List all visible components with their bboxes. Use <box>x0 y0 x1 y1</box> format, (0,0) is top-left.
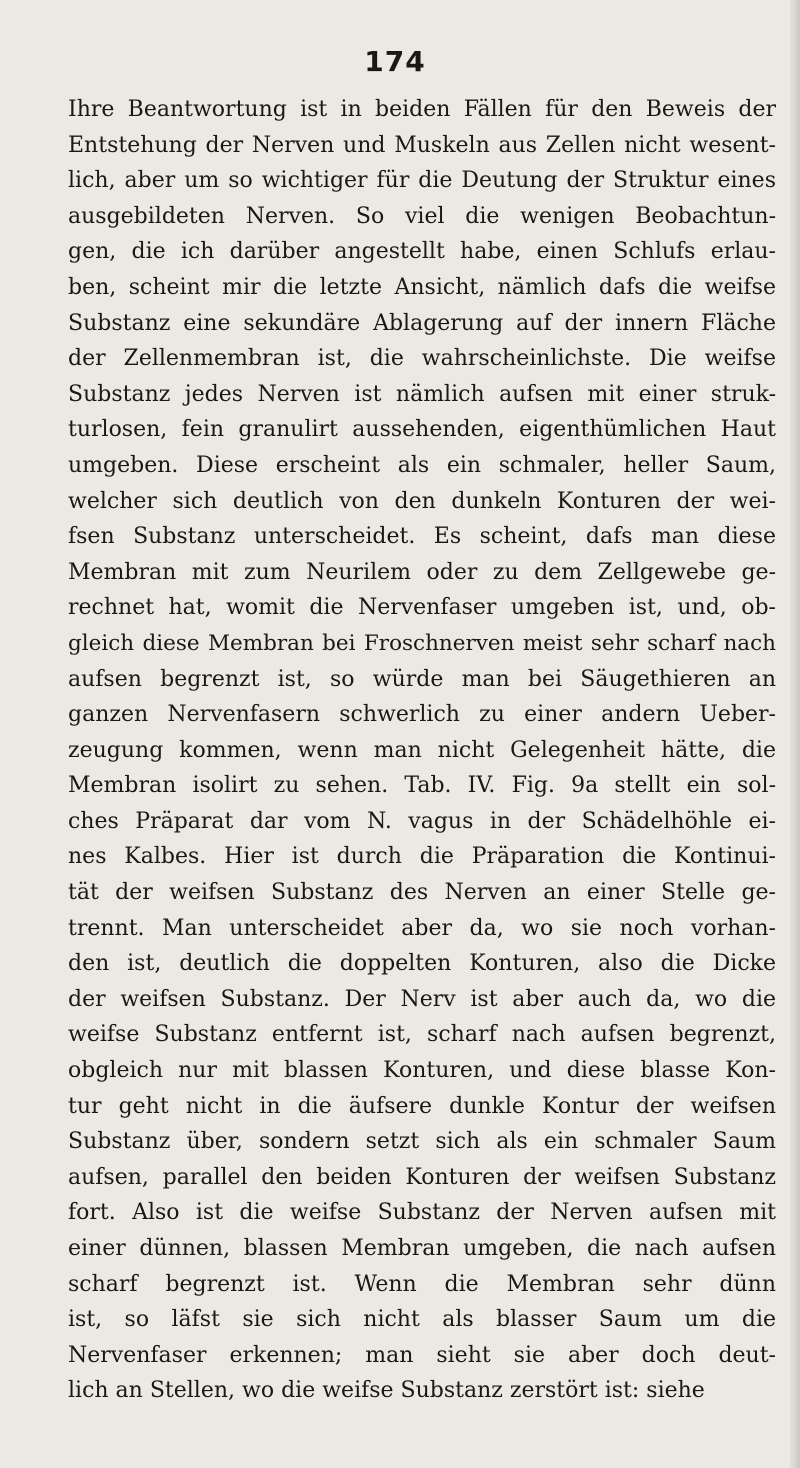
text-line: aufsen begrenzt ist, so würde man bei Säugethieren an <box>68 666 776 692</box>
text-line: welcher sich deutlich von den dunkeln Konturen der wei- <box>68 488 776 514</box>
text-line: lich, aber um so wichtiger für die Deutung der Struktur eines <box>68 168 776 194</box>
text-line: gleich diese Membran bei Froschnerven meist sehr scharf nach <box>68 630 776 656</box>
text-line: einer dünnen, blassen Membran umgeben, die nach aufsen <box>68 1236 776 1261</box>
text-line: trennt. Man unterscheidet aber da, wo sie noch vorhan- <box>68 915 776 941</box>
text-line: Membran mit zum Neurilem oder zu dem Zellgewebe ge- <box>68 559 776 585</box>
text-line: Substanz eine sekundäre Ablagerung auf der innern Fläche <box>68 310 776 336</box>
text-line: ausgebildeten Nerven. So viel die wenigen Beobachtun- <box>68 203 776 229</box>
text-line: Entstehung der Nerven und Muskeln aus Zellen nicht wesent- <box>68 132 776 158</box>
text-line: ganzen Nervenfasern schwerlich zu einer andern Ueber- <box>68 702 776 728</box>
text-line: ches Präparat dar vom N. vagus in der Schädelhöhle ei- <box>68 808 776 834</box>
text-line: turlosen, fein granulirt aussehenden, eigenthümlichen Haut <box>68 417 776 443</box>
text-line: weifse Substanz entfernt ist, scharf nach aufsen begrenzt, <box>68 1022 776 1048</box>
text-line: der Zellenmembran ist, die wahrscheinlichste. Die weifse <box>68 346 776 372</box>
page-edge-shadow <box>790 0 800 1468</box>
text-line: ist, so läfst sie sich nicht als blasser Saum um die <box>68 1307 776 1333</box>
text-line: fsen Substanz unterscheidet. Es scheint, dafs man diese <box>68 524 776 550</box>
text-line: Nervenfaser erkennen; man sieht sie aber doch deut- <box>68 1342 776 1368</box>
text-line: Ihre Beantwortung ist in beiden Fällen für den Beweis der <box>68 97 776 122</box>
text-line: Membran isolirt zu sehen. Tab. IV. Fig. 9a stellt ein sol- <box>68 773 776 799</box>
text-line: Substanz jedes Nerven ist nämlich aufsen mit einer struk- <box>68 381 776 407</box>
text-line: nes Kalbes. Hier ist durch die Präparation die Kontinui- <box>68 844 776 870</box>
text-line: obgleich nur mit blassen Konturen, und diese blasse Kon- <box>68 1058 776 1084</box>
text-line: zeugung kommen, wenn man nicht Gelegenheit hätte, die <box>68 737 776 763</box>
text-line: umgeben. Diese erscheint als ein schmaler, heller Saum, <box>68 452 776 478</box>
text-line: tur geht nicht in die äufsere dunkle Kontur der weifsen <box>68 1093 776 1119</box>
text-line: fort. Also ist die weifse Substanz der Nerven aufsen mit <box>68 1200 776 1226</box>
text-line: Substanz über, sondern setzt sich als ein schmaler Saum <box>68 1129 776 1155</box>
text-line: aufsen, parallel den beiden Konturen der weifsen Substanz <box>68 1164 776 1190</box>
text-line: den ist, deutlich die doppelten Konturen, also die Dicke <box>68 951 776 977</box>
text-line: scharf begrenzt ist. Wenn die Membran sehr dünn <box>68 1271 776 1297</box>
text-line: ben, scheint mir die letzte Ansicht, nämlich dafs die weifse <box>68 274 776 300</box>
text-line: der weifsen Substanz. Der Nerv ist aber auch da, wo die <box>68 986 776 1012</box>
body-text <box>68 92 776 1409</box>
text-line: rechnet hat, womit die Nervenfaser umgeben ist, und, ob- <box>68 595 776 621</box>
text-line: tät der weifsen Substanz des Nerven an einer Stelle ge- <box>68 880 776 906</box>
text-line: gen, die ich darüber angestellt habe, einen Schlufs erlau- <box>68 239 776 265</box>
text-line: lich an Stellen, wo die weifse Substanz zerstört ist: siehe <box>68 1378 705 1404</box>
page-number: 174 <box>364 45 426 78</box>
